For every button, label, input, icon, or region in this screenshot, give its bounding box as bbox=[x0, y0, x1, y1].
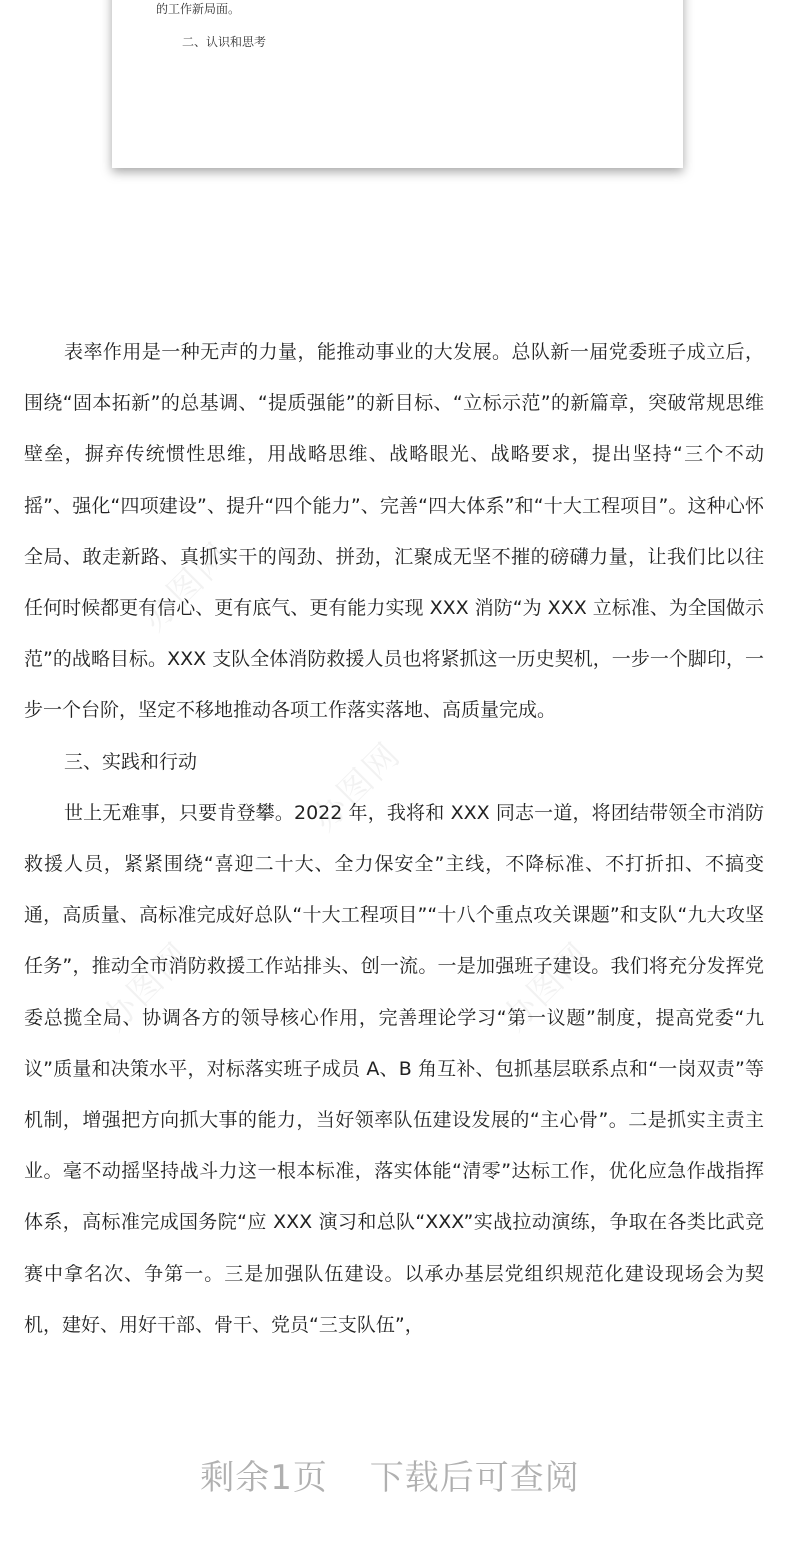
watermark: 办图网 bbox=[134, 534, 239, 640]
preview-text-line: 的工作新局面。 bbox=[156, 2, 241, 16]
section-heading: 三、实践和行动 bbox=[64, 750, 198, 773]
preview-section-heading: 二、认识和思考 bbox=[182, 35, 267, 49]
document-body bbox=[24, 327, 764, 1351]
watermark: 办图网 bbox=[94, 934, 199, 1040]
download-prompt[interactable]: 剩余1页 下载后可查阅 bbox=[200, 1458, 580, 1498]
watermark: 办图网 bbox=[494, 934, 599, 1040]
paragraph: 世上无难事，只要肯登攀。2022 年，我将和 XXX 同志一道，将团结带领全市消防救援人员，紧紧围绕“喜迎二十大、全力保安全”主线，不降标准、不打折扣、不搞变通，高质量、高标准完成好总队“十大工程项目”“十八个重点攻关课题”和支队“九大攻坚任务”，推动全市消防救援工作站排头、创一流。一是加强班子建设。我们将充分发挥党委总揽全局、协调各方的领导核心作用，完善理论学习“第一议题”制度，提高党委“九议”质量和决策水平，对标落实班子成员 A、B 角互补、包抓基层联系点和“一岗双责”等机制，增强把方向抓大事的能力，当好领率队伍建设发展的“主心骨”。二是抓实主责主业。毫不动摇坚持战斗力这一根本标准，落实体能“清零”达标工作，优化应急作战指挥体系，高标准完成国务院“应 XXX 演习和总队“XXX”实战拉动演练，争取在各类比武竞赛中拿名次、争第一。三是加强队伍建设。以承办基层党组织规范化建设现场会为契机，建好、用好干部、骨干、党员“三支队伍”， bbox=[24, 801, 764, 1336]
watermark: 办图网 bbox=[304, 734, 409, 840]
page-preview-card bbox=[112, 0, 683, 168]
paragraph: 表率作用是一种无声的力量，能推动事业的大发展。总队新一届党委班子成立后，围绕“固本拓新”的总基调、“提质强能”的新目标、“立标示范”的新篇章，突破常规思维壁垒，摒弃传统惯性思维，用战略思维、战略眼光、战略要求，提出坚持“三个不动摇”、强化“四项建设”、提升“四个能力”、完善“四大体系”和“十大工程项目”。这种心怀全局、敢走新路、真抓实干的闯劲、拼劲，汇聚成无坚不摧的磅礴力量，让我们比以往任何时候都更有信心、更有底气、更有能力实现 XXX 消防“为 XXX 立标准、为全国做示范”的战略目标。XXX 支队全体消防救援人员也将紧抓这一历史契机，一步一个脚印，一步一个台阶，坚定不移地推动各项工作落实落地、高质量完成。 bbox=[24, 341, 764, 722]
